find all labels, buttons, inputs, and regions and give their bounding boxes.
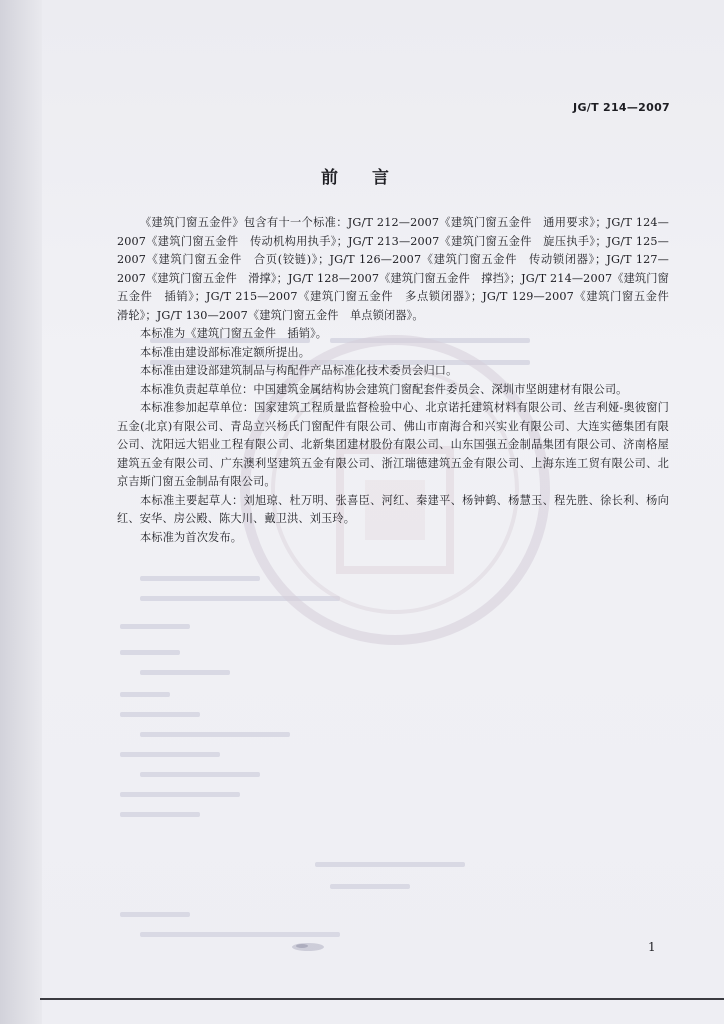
page-title: 前 言 bbox=[321, 168, 403, 188]
ink-smudge bbox=[288, 940, 328, 954]
paragraph-first-release: 本标准为首次发布。 bbox=[140, 530, 243, 544]
scan-edge-shadow bbox=[0, 0, 42, 1024]
paragraph-standards-list: 《建筑门窗五金件》包含有十一个标准：JG/T 212—2007《建筑门窗五金件 通用要求》；JG/T 124—2007《建筑门窗五金件 传动机构用执手》；JG/T 213—2007《建筑门窗五金件 旋压执手》；JG/T 125—2007《建筑门窗五金件 合页(铰链)》；JG/T 126—2007《建筑门窗五金件 传动锁闭器》；JG/T 127—2007《建筑门窗五金件 滑撑》；JG/T 128—2007《建筑门窗五金件 撑挡》；JG/T 214—2007《建筑门窗五金件 插销》；JG/T 215—2007《建筑门窗五金件 多点锁闭器》；JG/T 129—2007《建筑门窗五金件 滑轮》；JG/T 130—2007《建筑门窗五金件 单点锁闭器》。 bbox=[117, 216, 681, 322]
page-number: 1 bbox=[648, 940, 656, 954]
paragraph-proposed-by: 本标准由建设部标准定额所提出。 bbox=[140, 345, 311, 359]
foreword-body bbox=[117, 214, 681, 547]
paragraph-lead-drafter: 本标准负责起草单位：中国建筑金属结构协会建筑门窗配套件委员会、深圳市坚朗建材有限公司。 bbox=[140, 382, 628, 396]
paragraph-main-drafters: 本标准主要起草人：刘旭琼、杜万明、张喜臣、河红、秦建平、杨钟鹤、杨慧玉、程先胜、徐长利、杨向红、安华、房公殿、陈大川、戴卫洪、刘玉玲。 bbox=[117, 493, 669, 525]
page-bottom-edge bbox=[40, 998, 724, 1000]
standard-code: JG/T 214—2007 bbox=[573, 101, 670, 114]
paragraph-this-standard: 本标准为《建筑门窗五金件 插销》。 bbox=[140, 327, 328, 340]
paragraph-under-jurisdiction: 本标准由建设部建筑制品与构配件产品标准化技术委员会归口。 bbox=[140, 364, 458, 377]
paragraph-participating-drafters: 本标准参加起草单位：国家建筑工程质量监督检验中心、北京诺托建筑材料有限公司、丝吉利娅-奥彼窗门五金(北京)有限公司、青岛立兴杨氏门窗配件有限公司、佛山市南海合和兴实业有限公司、大连实德集团有限公司、沈阳远大铝业工程有限公司、北新集团建材股份有限公司、山东国强五金制品集团有限公司、济南格屋建筑五金有限公司、广东澳利坚建筑五金有限公司、浙江瑞德建筑五金有限公司、上海东连工贸有限公司、北京吉斯门窗五金制品有限公司。 bbox=[117, 401, 669, 488]
